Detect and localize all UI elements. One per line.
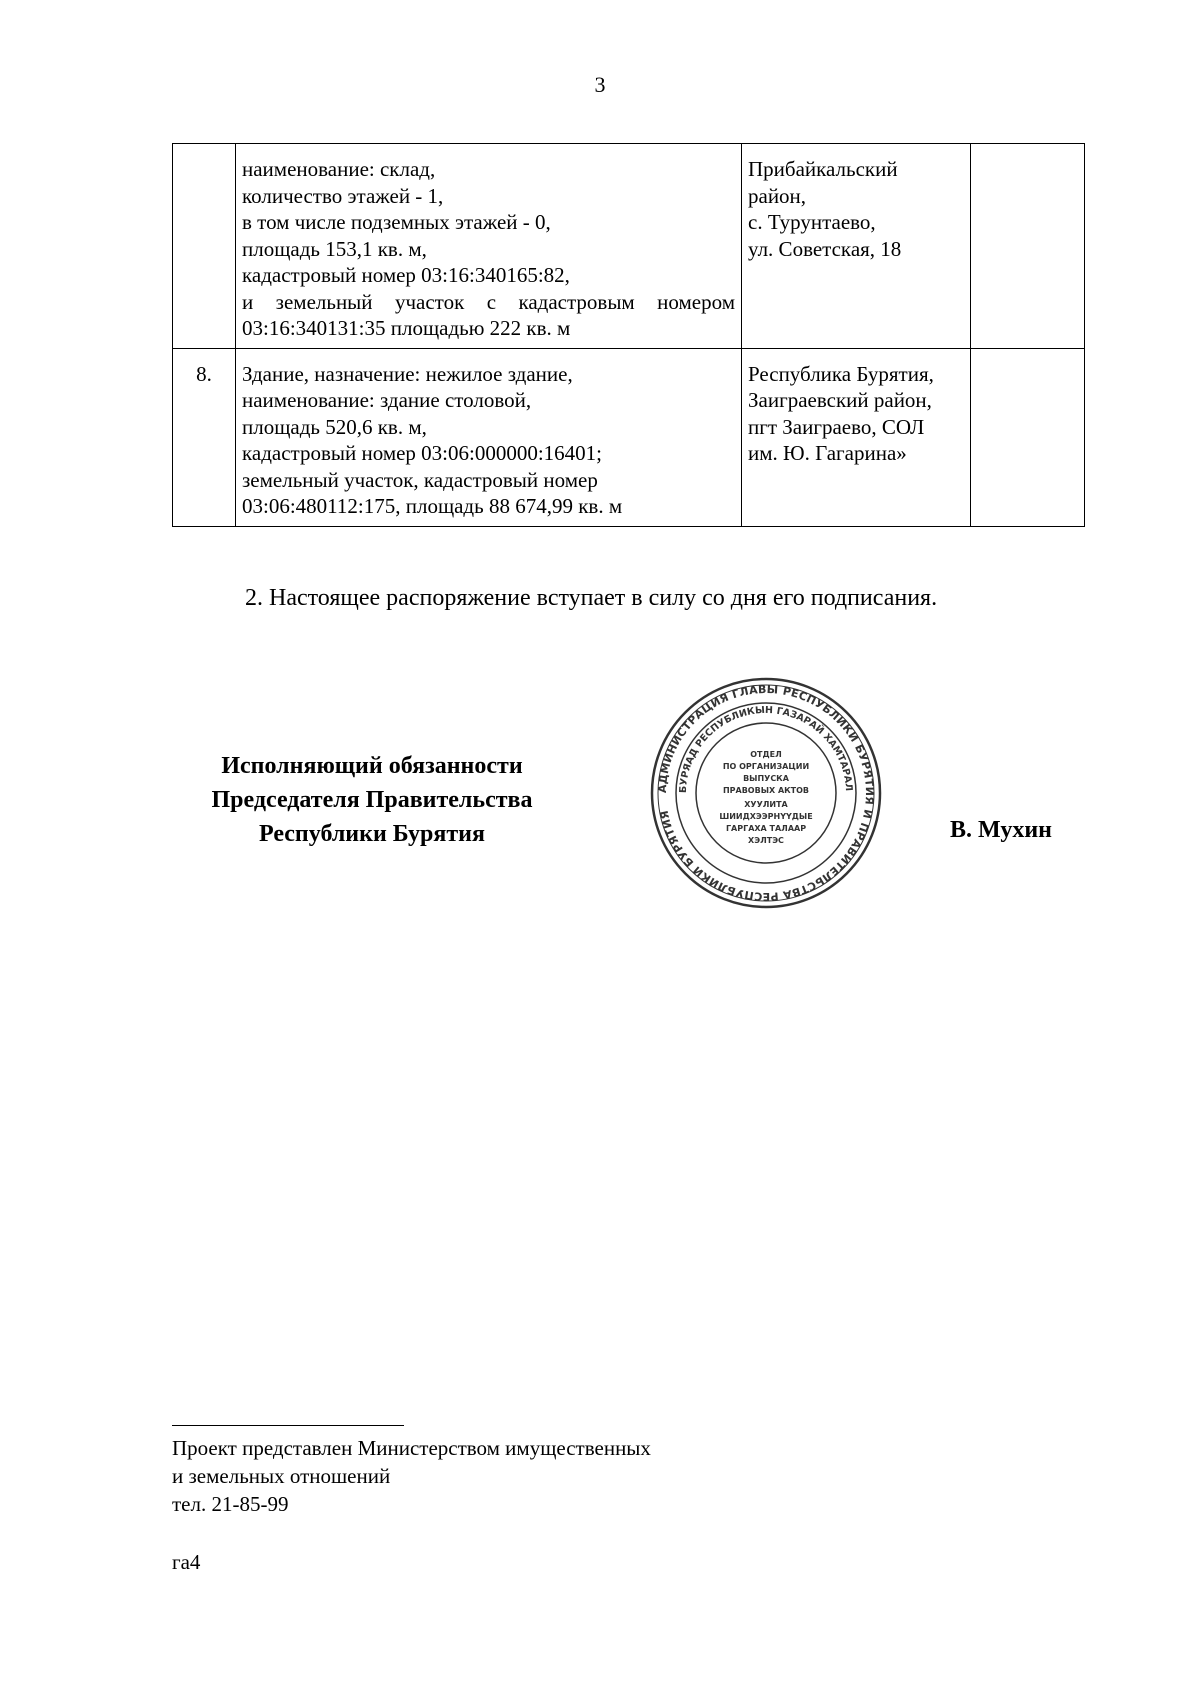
description-line: наименование: здание столовой, [242,388,532,412]
description-line: кадастровый номер 03:06:000000:16401; [242,441,603,465]
address-cell [742,144,971,349]
signatory-title-line: Исполняющий обязанности [221,753,523,779]
description-line: площадь 153,1 кв. м, [242,236,427,261]
description-line: Здание, назначение: нежилое здание, [242,361,573,386]
resolution-paragraph: 2. Настоящее распоряжение вступает в силу со дня его подписания. [245,585,938,611]
address-line: район, [748,183,807,208]
seal-center-line: ХЭЛТЭС [748,836,784,845]
document-code: га4 [172,1550,201,1574]
table-row [173,144,1085,349]
description-line: кадастровый номер 03:16:340165:82, [242,263,570,287]
address-line: с. Турунтаево, [748,210,876,234]
row-number-cell: 8. [173,348,236,526]
description-line: и земельный участок с кадастровым номером [242,289,735,314]
address-cell [742,348,971,526]
footnote-line: Проект представлен Министерством имущественных [172,1436,651,1460]
footnote-line: и земельных отношений [172,1464,391,1488]
seal-center-line: ВЫПУСКА [743,774,789,783]
seal-center-line: ХУУЛИТА [744,800,788,809]
page-number: 3 [594,72,606,97]
object-description-cell [236,144,742,349]
address-line: Заиграевский район, [748,388,932,412]
seal-inner-ring-text: БУРЯАД РЕСПУБЛИКЫН ГАЗАРАЙ ХАМТАРАЛ [677,704,855,794]
description-line: площадь 520,6 кв. м, [242,414,427,439]
description-line: наименование: склад, [242,157,436,181]
signatory-title [160,749,584,851]
official-seal [648,675,884,911]
address-line: пгт Заиграево, СОЛ [748,414,925,439]
footnote-divider [172,1425,404,1426]
description-line: количество этажей - 1, [242,183,444,208]
address-line: им. Ю. Гагарина» [748,441,907,465]
seal-center-line: ПРАВОВЫХ АКТОВ [722,786,810,795]
signatory-title-line: Республики Бурятия [258,821,485,847]
table-row [173,348,1085,526]
seal-center-line: ГАРГАХА ТАЛААР [725,824,807,833]
address-line: Прибайкальский [748,157,898,181]
seal-outer-text: АДМИНИСТРАЦИЯ ГЛАВЫ РЕСПУБЛИКИ БУРЯТИЯ И ПРАВИТЕЛЬСТВА РЕСПУБЛИКИ БУРЯТИЯ [655,682,877,904]
description-line: в том числе подземных этажей - 0, [242,210,551,234]
object-description-cell [236,348,742,526]
signatory-title-line: Председателя Правительства [211,787,533,813]
footnote-line: тел. 21-85-99 [172,1492,289,1516]
seal-center-line: ОТДЕЛ [750,750,782,759]
footnote [172,1434,651,1518]
row-number-cell [173,144,236,349]
seal-center-line: ПО ОРГАНИЗАЦИИ [722,762,810,771]
extra-cell [971,348,1085,526]
signer-name: В. Мухин [950,817,1052,843]
extra-cell [971,144,1085,349]
description-line: 03:06:480112:175, площадь 88 674,99 кв. м [242,494,623,518]
address-line: Республика Бурятия, [748,361,934,386]
address-line: ул. Советская, 18 [748,236,902,261]
description-line: земельный участок, кадастровый номер [242,467,598,492]
property-table [172,143,1085,527]
description-line: 03:16:340131:35 площадью 222 кв. м [242,316,571,340]
seal-center-line: ШИИДХЭЭРНҮҮДЫЕ [719,812,813,821]
